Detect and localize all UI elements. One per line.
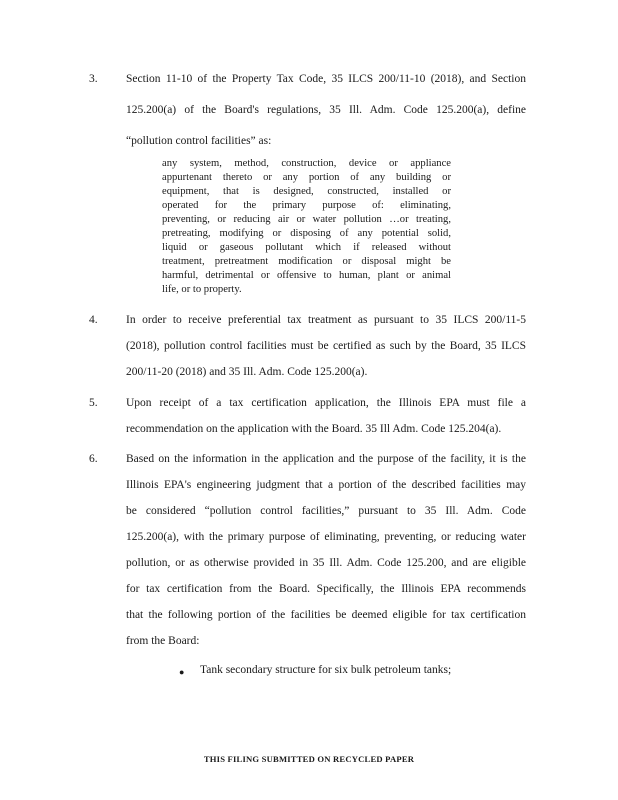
paragraph-number: 6. <box>89 453 98 465</box>
paragraph-number: 3. <box>89 73 98 85</box>
quote-line: pretreating, modifying or disposing of any potential solid, <box>162 228 451 239</box>
paragraph-line: pollution, or as otherwise provided in 35 Ill. Adm. Code 125.200, and are eligible <box>126 557 526 569</box>
quote-line: equipment, that is designed, constructed, installed or <box>162 186 451 197</box>
paragraph-line: Illinois EPA's engineering judgment that a portion of the described facilities may <box>126 479 526 491</box>
paragraph-line: Based on the information in the application and the purpose of the facility, it is the <box>126 453 526 465</box>
paragraph-line: 125.200(a), with the primary purpose of eliminating, preventing, or reducing water <box>126 531 526 543</box>
quote-line: any system, method, construction, device or appliance <box>162 158 451 169</box>
paragraph-line: 200/11-20 (2018) and 35 Ill. Adm. Code 125.200(a). <box>126 366 368 378</box>
paragraph-number: 5. <box>89 397 98 409</box>
paragraph-line: In order to receive preferential tax treatment as pursuant to 35 ILCS 200/11-5 <box>126 314 526 326</box>
paragraph-line: for tax certification from the Board. Specifically, the Illinois EPA recommends <box>126 583 526 595</box>
quote-line: appurtenant thereto or any portion of any building or <box>162 172 451 183</box>
paragraph-line: 125.200(a) of the Board's regulations, 35 Ill. Adm. Code 125.200(a), define <box>126 104 526 116</box>
paragraph-line: (2018), pollution control facilities must be certified as such by the Board, 35 ILCS <box>126 340 526 352</box>
paragraph-line: be considered “pollution control facilities,” pursuant to 35 Ill. Adm. Code <box>126 505 526 517</box>
quote-line: operated for the primary purpose of: eliminating, <box>162 200 451 211</box>
paragraph-line: recommendation on the application with the Board. 35 Ill Adm. Code 125.204(a). <box>126 423 502 435</box>
bullet-dot-icon: ● <box>179 667 185 677</box>
bullet-item: Tank secondary structure for six bulk petroleum tanks; <box>200 664 452 676</box>
quote-line: treatment, pretreatment modification or disposal might be <box>162 256 451 267</box>
paragraph-number: 4. <box>89 314 98 326</box>
quote-line: preventing, or reducing air or water pollution …or treating, <box>162 214 451 225</box>
paragraph-line: “pollution control facilities” as: <box>126 135 272 147</box>
quote-line: harmful, detrimental or offensive to human, plant or animal <box>162 270 451 281</box>
quote-line: life, or to property. <box>162 284 242 295</box>
paragraph-line: from the Board: <box>126 635 200 647</box>
page-footer: THIS FILING SUBMITTED ON RECYCLED PAPER <box>203 754 415 764</box>
paragraph-line: Section 11-10 of the Property Tax Code, 35 ILCS 200/11-10 (2018), and Section <box>126 73 526 85</box>
paragraph-line: Upon receipt of a tax certification application, the Illinois EPA must file a <box>126 397 526 409</box>
paragraph-line: that the following portion of the facilities be deemed eligible for tax certification <box>126 609 526 621</box>
quote-line: liquid or gaseous pollutant which if released without <box>162 242 451 253</box>
